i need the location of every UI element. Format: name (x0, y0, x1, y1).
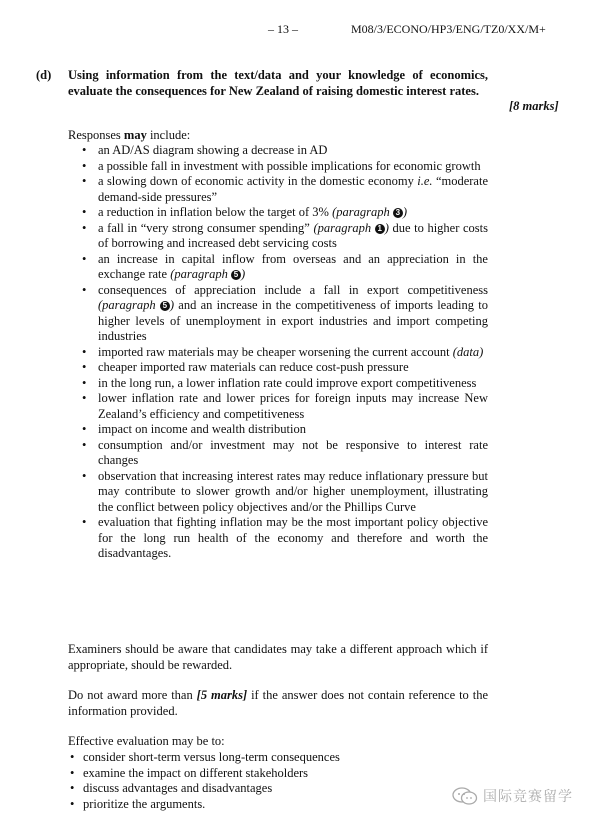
response-item: • lower inflation rate and lower prices for foreign inputs may increase New Zealand’s efficiency and competitiveness (78, 391, 488, 422)
response-item: • consumption and/or investment may not be responsive to interest rate changes (78, 438, 488, 469)
response-item: • imported raw materials may be cheaper worsening the current account (data) (78, 345, 488, 361)
response-item: • impact on income and wealth distribution (78, 422, 488, 438)
response-item: • observation that increasing interest rates may reduce inflationary pressure but may contribute to slower growth and/or higher unemployment, illustrating the conflict between policy objectives and/or the Phillips Curve (78, 469, 488, 516)
paragraph-number-icon: 3 (393, 208, 403, 218)
evaluation-item: • discuss advantages and disadvantages (68, 781, 488, 797)
responses-intro: Responses may include: (68, 128, 191, 142)
response-item: • a reduction in inflation below the target of 3% (paragraph 3 ) (78, 205, 488, 221)
award-note: Do not award more than [5 marks] if the answer does not contain reference to the information provided. (68, 688, 488, 718)
question-text: Using information from the text/data and your knowledge of economics, evaluate the consequences for New Zealand of raising domestic interest rates. (68, 68, 488, 98)
paragraph-number-icon: 1 (375, 224, 385, 234)
response-item: • consequences of appreciation include a fall in export competitiveness (paragraph 5 ) and an increase in the competitiveness of imports leading to higher levels of unemployment in export industries and import competing industries (78, 283, 488, 345)
response-item: • an AD/AS diagram showing a decrease in AD (78, 143, 488, 159)
evaluation-item: • consider short-term versus long-term consequences (68, 750, 488, 766)
watermark (452, 786, 573, 806)
question-marks: [8 marks] (509, 99, 559, 113)
question-label: (d) (36, 68, 52, 82)
response-item: • cheaper imported raw materials can reduce cost-push pressure (78, 360, 488, 376)
watermark-text: 国际竞赛留学 (483, 789, 573, 805)
responses-list (78, 143, 488, 562)
paragraph-number-icon: 5 (231, 270, 241, 280)
response-item: • in the long run, a lower inflation rate could improve export competitiveness (78, 376, 488, 392)
response-item: • an increase in capital inflow from overseas and an appreciation in the exchange rate (paragraph 5 ) (78, 252, 488, 283)
response-item: • a possible fall in investment with possible implications for economic growth (78, 159, 488, 175)
chat-bubble-icon (452, 786, 478, 806)
paragraph-number-icon: 5 (160, 301, 170, 311)
response-item: • a slowing down of economic activity in the domestic economy i.e. “moderate demand-side pressures” (78, 174, 488, 205)
evaluation-intro: Effective evaluation may be to: (68, 734, 225, 748)
evaluation-item: • prioritize the arguments. (68, 797, 488, 813)
response-item: • a fall in “very strong consumer spending” (paragraph 1 ) due to higher costs of borrowing and increased debt servicing costs (78, 221, 488, 252)
page-number: – 13 – (268, 22, 298, 36)
evaluation-list (68, 750, 488, 812)
examiners-note: Examiners should be aware that candidates may take a different approach which if appropriate, should be rewarded. (68, 642, 488, 672)
response-item: • evaluation that fighting inflation may be the most important policy objective for the long run health of the economy and therefore and worth the disadvantages. (78, 515, 488, 562)
paper-code: M08/3/ECONO/HP3/ENG/TZ0/XX/M+ (351, 22, 546, 36)
evaluation-item: • examine the impact on different stakeholders (68, 766, 488, 782)
responses-intro-emphasis: may (123, 128, 147, 142)
